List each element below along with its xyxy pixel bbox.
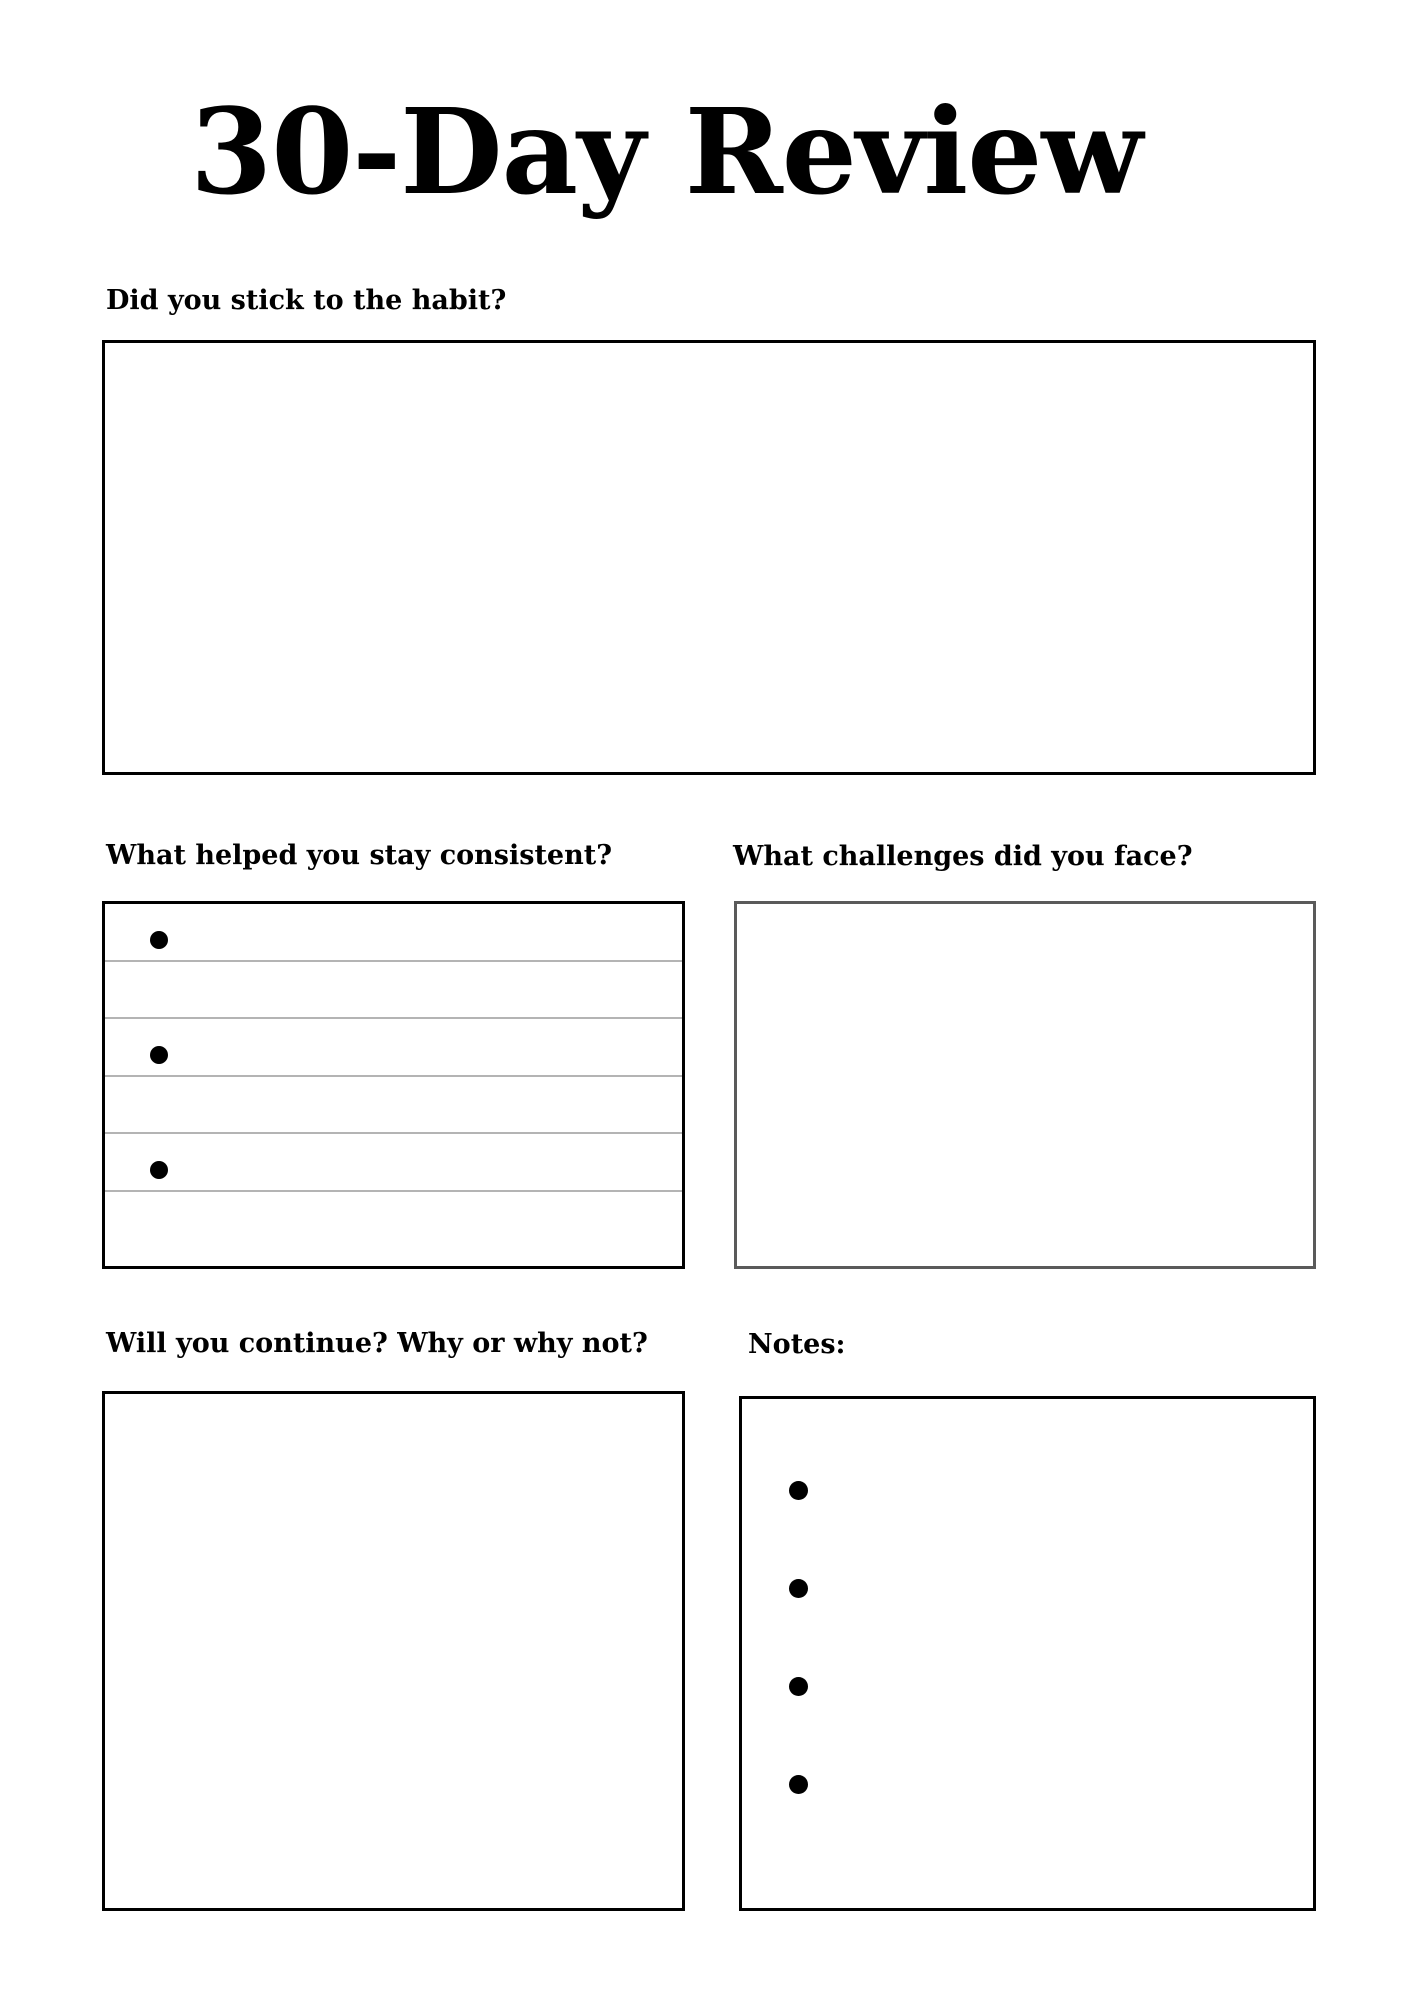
continue-answer-box[interactable] <box>102 1391 685 1911</box>
bullet-dot-icon <box>150 1046 168 1064</box>
stick-to-habit-answer-box[interactable] <box>102 340 1316 775</box>
notes-label: Notes: <box>748 1329 846 1360</box>
helped-consistent-label: What helped you stay consistent? <box>106 840 613 871</box>
ruled-line-row[interactable] <box>105 1019 682 1077</box>
challenges-answer-box[interactable] <box>734 901 1316 1269</box>
helped-consistent-list-box[interactable] <box>102 901 685 1269</box>
ruled-line-row[interactable] <box>105 962 682 1020</box>
page-title: 30-Day Review <box>190 82 1142 221</box>
bullet-dot-icon <box>789 1481 808 1500</box>
notes-box[interactable] <box>739 1396 1316 1911</box>
continue-label: Will you continue? Why or why not? <box>106 1328 648 1359</box>
bullet-dot-icon <box>789 1677 808 1696</box>
ruled-line-row[interactable] <box>105 1192 682 1250</box>
bullet-dot-icon <box>789 1579 808 1598</box>
ruled-line-row[interactable] <box>105 1077 682 1135</box>
ruled-line-row[interactable] <box>105 1134 682 1192</box>
ruled-line-row[interactable] <box>105 904 682 962</box>
bullet-dot-icon <box>789 1775 808 1794</box>
stick-to-habit-label: Did you stick to the habit? <box>106 285 507 316</box>
bullet-dot-icon <box>150 1161 168 1179</box>
challenges-label: What challenges did you face? <box>733 841 1193 872</box>
bullet-dot-icon <box>150 931 168 949</box>
